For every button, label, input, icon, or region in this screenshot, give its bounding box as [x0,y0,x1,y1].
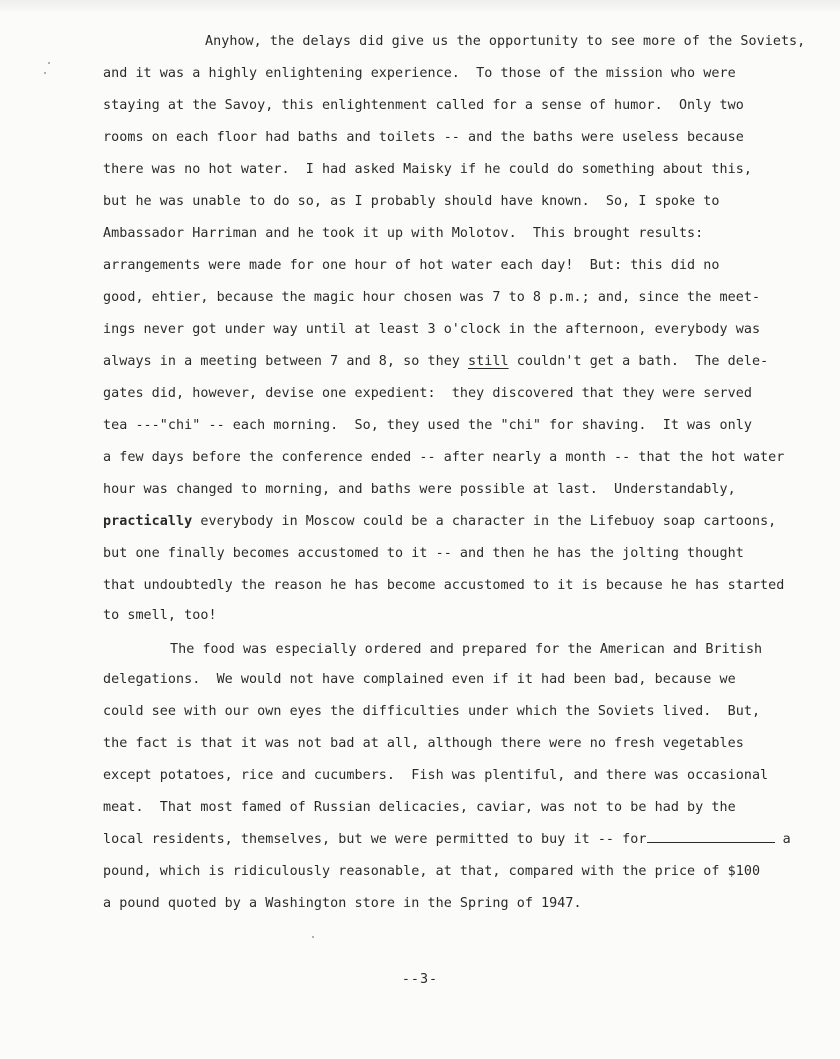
text-segment: local residents, themselves, but we were permitted to buy it -- for [103,832,647,847]
text-line: Ambassador Harriman and he took it up with Molotov. This brought results: [103,226,704,241]
text-line [103,830,791,850]
underlined-word: still [468,354,509,369]
text-line: meat. That most famed of Russian delicacies, caviar, was not to be had by the [103,800,736,815]
text-line: ings never got under way until at least 3 o'clock in the afternoon, everybody was [103,322,761,337]
text-line: hour was changed to morning, and baths were possible at last. Understandably, [103,482,736,497]
text-line: a pound quoted by a Washington store in the Spring of 1947. [103,896,582,911]
text-line: a few days before the conference ended -- after nearly a month -- that the hot water [103,450,785,465]
text-line: but he was unable to do so, as I probably should have known. So, I spoke to [103,194,720,209]
page-number: --3- [401,972,439,987]
text-segment: a [774,832,791,847]
text-line: to smell, too! [103,608,217,623]
text-line: arrangements were made for one hour of hot water each day! But: this did no [103,258,720,273]
text-line [103,352,768,372]
text-line: the fact is that it was not bad at all, although there were no fresh vegetables [103,736,744,751]
text-line: tea ---"chi" -- each morning. So, they used the "chi" for shaving. It was only [103,418,752,433]
text-line: Anyhow, the delays did give us the opportunity to see more of the Soviets, [205,34,806,49]
text-line: but one finally becomes accustomed to it -- and then he has the jolting thought [103,546,744,561]
scan-speck [312,936,314,938]
text-line: and it was a highly enlightening experience. To those of the mission who were [103,66,736,81]
text-line: delegations. We would not have complained even if it had been bad, because we [103,672,736,687]
text-line: staying at the Savoy, this enlightenment called for a sense of humor. Only two [103,98,744,113]
text-line: there was no hot water. I had asked Maisky if he could do something about this, [103,162,752,177]
text-line: pound, which is ridiculously reasonable, at that, compared with the price of $100 [103,864,761,879]
blank-underline [647,831,775,843]
scan-speck [44,72,46,74]
text-line [103,512,776,532]
text-segment: always in a meeting between 7 and 8, so they [103,354,469,369]
text-line: rooms on each floor had baths and toilets -- and the baths were useless because [103,130,744,145]
text-line: could see with our own eyes the difficulties under which the Soviets lived. But, [103,704,761,719]
text-line: except potatoes, rice and cucumbers. Fish was plentiful, and there was occasional [103,768,769,783]
text-segment: everybody in Moscow could be a character in the Lifebuoy soap cartoons, [192,514,777,529]
bold-word: practically [103,514,193,529]
scan-speck [48,62,50,64]
text-line: that undoubtedly the reason he has become accustomed to it is because he has started [103,578,785,593]
text-line: good, ehtier, because the magic hour chosen was 7 to 8 p.m.; and, since the meet- [103,290,761,305]
text-line: gates did, however, devise one expedient: they discovered that they were served [103,386,752,401]
text-segment: couldn't get a bath. The dele- [508,354,769,369]
text-line: The food was especially ordered and prepared for the American and British [170,642,763,657]
